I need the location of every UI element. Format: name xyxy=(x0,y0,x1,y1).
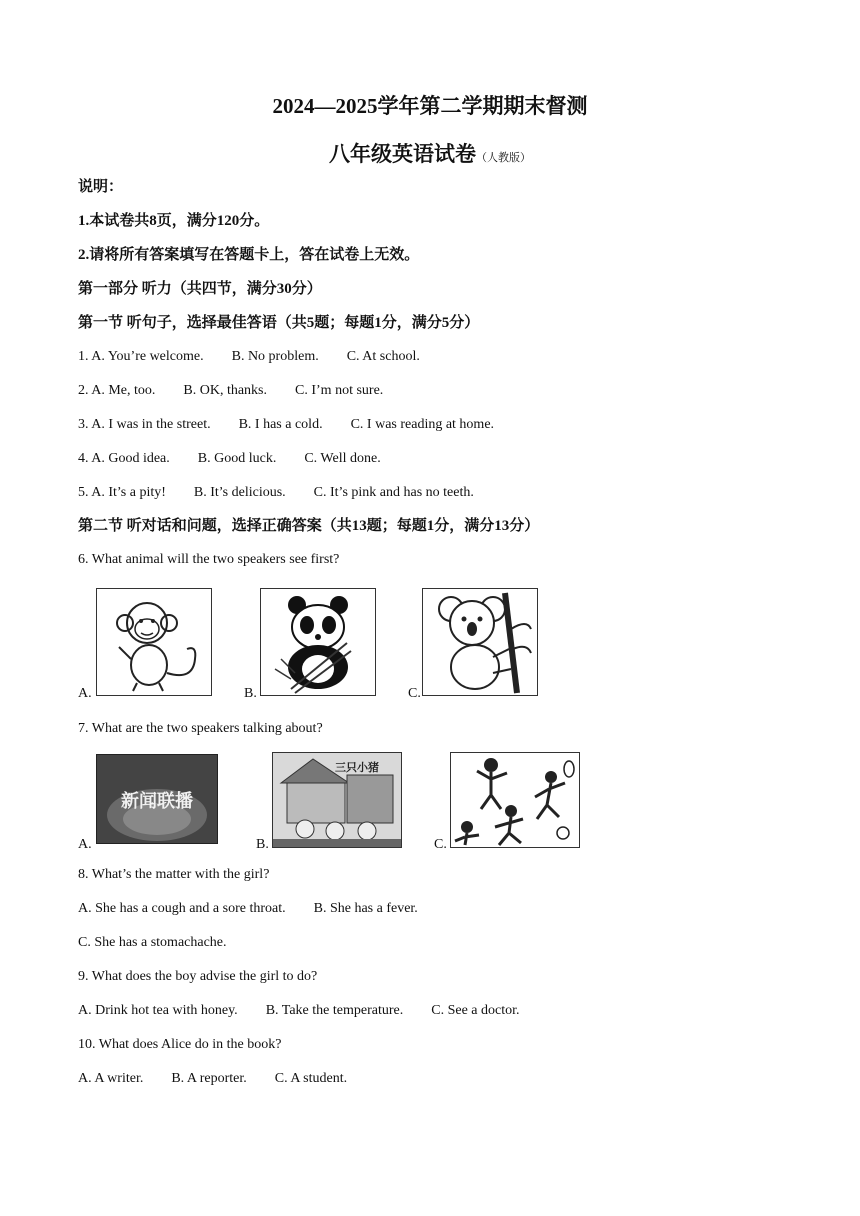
section-title: 第一节 听句子，选择最佳答语（共5题；每题1分，满分5分） xyxy=(78,315,480,331)
answer-option[interactable]: B. Good luck. xyxy=(197,451,277,466)
cartoon-caption: 三只小猪 xyxy=(335,761,379,774)
option-label[interactable]: C. xyxy=(408,686,421,701)
note-item: 1.本试卷共8页，满分120分。 xyxy=(78,213,270,229)
option-label[interactable]: C. xyxy=(434,837,447,852)
answer-option[interactable]: C. It’s pink and has no teeth. xyxy=(313,485,474,500)
answer-option[interactable]: 4. A. Good idea. xyxy=(78,451,170,466)
question-row xyxy=(78,1002,520,1020)
answer-option[interactable]: 5. A. It’s a pity! xyxy=(78,485,166,500)
option-label[interactable]: A. xyxy=(78,837,92,852)
exam-title: 2024—2025学年第二学期期末督测 xyxy=(272,94,588,118)
question-row xyxy=(78,348,420,366)
answer-option[interactable]: B. A reporter. xyxy=(171,1071,247,1086)
question-row xyxy=(78,484,474,502)
option-label[interactable]: B. xyxy=(256,837,269,852)
question-stem: 10. What does Alice do in the book? xyxy=(78,1037,282,1052)
answer-option[interactable]: B. It’s delicious. xyxy=(193,485,286,500)
answer-option[interactable]: B. She has a fever. xyxy=(313,901,418,916)
answer-option[interactable]: 3. A. I was in the street. xyxy=(78,417,211,432)
option-label[interactable]: A. xyxy=(78,686,92,701)
answer-option[interactable]: C. See a doctor. xyxy=(431,1003,520,1018)
part-title: 第一部分 听力（共四节，满分30分） xyxy=(78,281,322,297)
answer-option[interactable]: B. No problem. xyxy=(231,349,319,364)
panda-picture-icon[interactable] xyxy=(260,588,376,696)
subtitle-text: 八年级英语试卷 xyxy=(329,142,476,166)
sports-picture-icon[interactable] xyxy=(450,752,580,848)
notes-heading: 说明： xyxy=(78,179,124,195)
question-row xyxy=(78,416,494,434)
section-title: 第二节 听对话和问题，选择正确答案（共13题；每题1分，满分13分） xyxy=(78,518,540,534)
question-row xyxy=(78,900,418,918)
question-row xyxy=(78,382,383,400)
answer-option[interactable]: B. I has a cold. xyxy=(238,417,323,432)
edition-note: （人教版） xyxy=(476,152,531,164)
question-row xyxy=(78,450,381,468)
question-stem: 9. What does the boy advise the girl to do? xyxy=(78,969,318,984)
answer-option[interactable]: A. A writer. xyxy=(78,1071,144,1086)
question-stem: 6. What animal will the two speakers see first? xyxy=(78,552,340,567)
question-row xyxy=(78,1070,347,1088)
koala-picture-icon[interactable] xyxy=(422,588,538,696)
answer-option[interactable]: C. Well done. xyxy=(304,451,381,466)
question-stem: 8. What’s the matter with the girl? xyxy=(78,867,270,882)
answer-option[interactable]: C. I was reading at home. xyxy=(350,417,495,432)
answer-option[interactable]: C. At school. xyxy=(346,349,420,364)
cartoon-picture-icon[interactable] xyxy=(272,752,402,848)
answer-option[interactable]: 2. A. Me, too. xyxy=(78,383,156,398)
question-row xyxy=(78,934,227,952)
answer-option[interactable]: C. She has a stomachache. xyxy=(78,935,227,950)
monkey-picture-icon[interactable] xyxy=(96,588,212,696)
news-program-picture-icon[interactable] xyxy=(96,754,218,844)
note-item: 2.请将所有答案填写在答题卡上，答在试卷上无效。 xyxy=(78,247,420,263)
question-stem: 7. What are the two speakers talking about? xyxy=(78,721,323,736)
answer-option[interactable]: 1. A. You’re welcome. xyxy=(78,349,204,364)
answer-option[interactable]: B. OK, thanks. xyxy=(183,383,268,398)
answer-option[interactable]: C. A student. xyxy=(274,1071,348,1086)
option-label[interactable]: B. xyxy=(244,686,257,701)
answer-option[interactable]: A. Drink hot tea with honey. xyxy=(78,1003,238,1018)
exam-subtitle xyxy=(0,138,860,168)
news-caption: 新闻联播 xyxy=(121,791,193,812)
answer-option[interactable]: C. I’m not sure. xyxy=(295,383,384,398)
answer-option[interactable]: A. She has a cough and a sore throat. xyxy=(78,901,286,916)
answer-option[interactable]: B. Take the temperature. xyxy=(265,1003,404,1018)
